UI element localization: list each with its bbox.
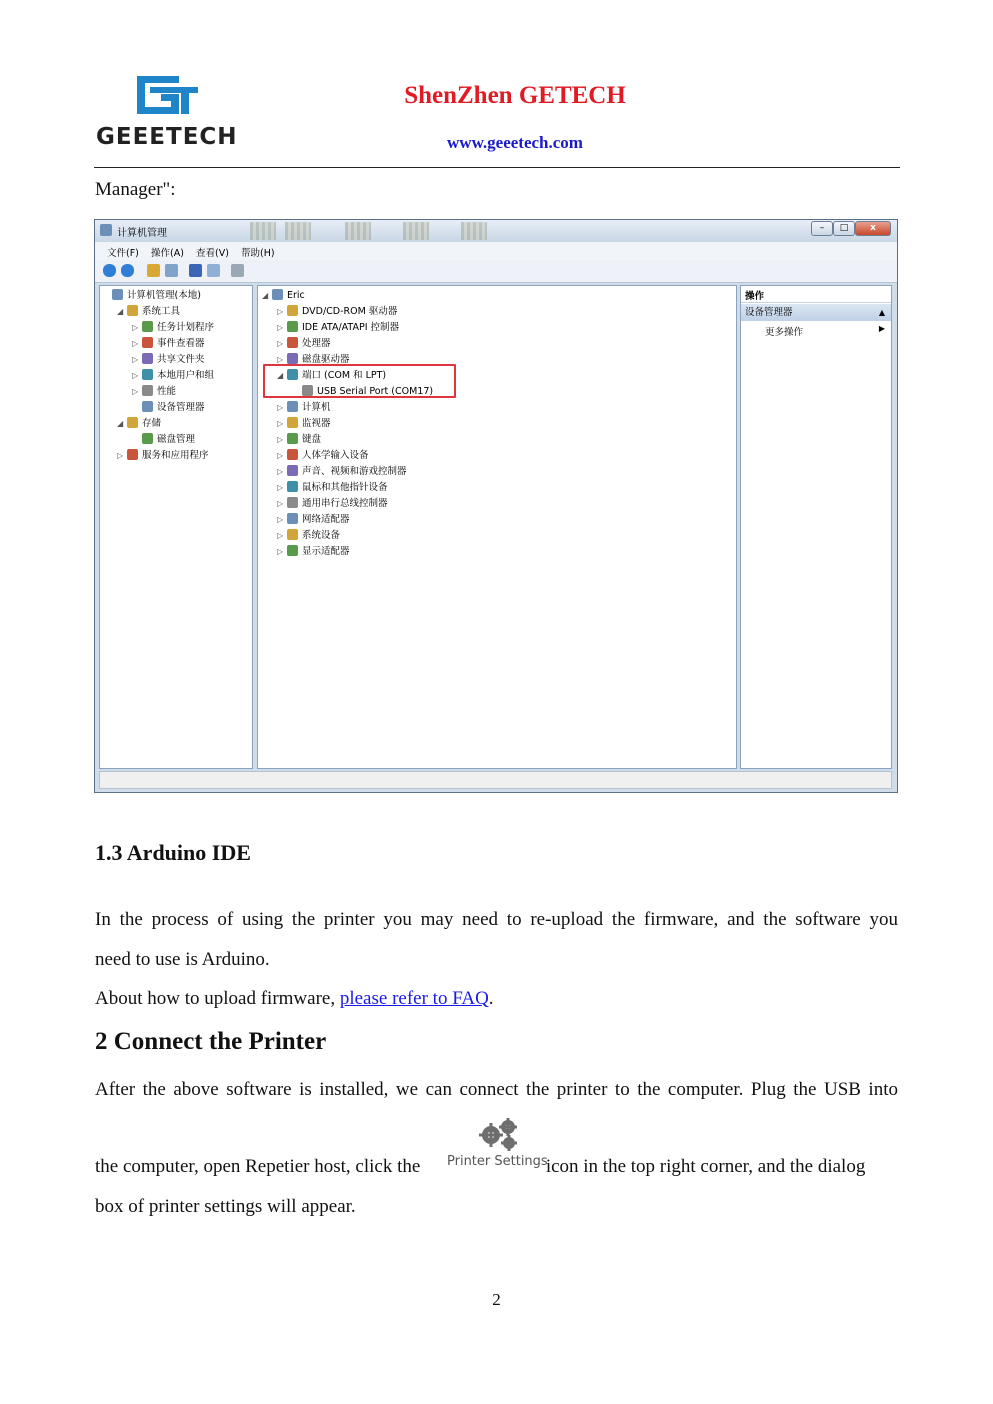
tree-item-label: 设备管理器 — [157, 402, 205, 413]
tree-node-icon — [142, 353, 153, 364]
tree-node-icon — [287, 529, 298, 540]
header-divider — [94, 167, 900, 168]
menu-view[interactable]: 查看(V) — [196, 248, 229, 259]
tree-item[interactable] — [277, 449, 369, 463]
faq-paragraph — [95, 979, 494, 1018]
collapsed-arrow-icon[interactable]: ▷ — [132, 355, 139, 364]
background-blur — [250, 222, 276, 240]
tree-item[interactable] — [277, 497, 388, 511]
instruction-prefix: the computer, open Repetier host, click the — [95, 1156, 421, 1177]
paragraph-line: box of printer settings will appear. — [95, 1196, 356, 1217]
tree-item[interactable] — [132, 385, 176, 399]
collapsed-arrow-icon[interactable]: ▷ — [277, 323, 284, 332]
tree-node-icon — [142, 433, 153, 444]
paragraph-line: In the process of using the printer you may need to re-upload the firmware, and the software you — [95, 909, 898, 930]
background-blur — [345, 222, 371, 240]
page-number: 2 — [492, 1290, 501, 1309]
up-folder-icon[interactable] — [147, 264, 160, 277]
section-heading-arduino-ide: 1.3 Arduino IDE — [95, 840, 251, 865]
tree-item-label: USB Serial Port (COM17) — [317, 386, 434, 397]
actions-header: 操作 — [741, 288, 891, 303]
expanded-arrow-icon[interactable]: ◢ — [117, 307, 124, 316]
tree-item-label: 计算机管理(本地) — [127, 290, 201, 301]
tree-item-label: 声音、视频和游戏控制器 — [302, 466, 407, 477]
tree-item[interactable] — [277, 401, 331, 415]
collapsed-arrow-icon[interactable]: ▷ — [277, 531, 284, 540]
tree-item-label: Eric — [287, 290, 305, 301]
geeetech-logo — [95, 72, 240, 150]
faq-link[interactable]: please refer to FAQ — [339, 988, 489, 1009]
tree-item[interactable] — [132, 433, 195, 447]
faq-prefix: About how to upload firmware, — [95, 988, 340, 1009]
tree-item-label: DVD/CD-ROM 驱动器 — [302, 306, 398, 317]
collapsed-arrow-icon[interactable]: ▷ — [277, 467, 284, 476]
collapsed-arrow-icon[interactable]: ▷ — [117, 451, 124, 460]
actions-device-manager[interactable] — [741, 304, 891, 321]
tree-node-icon — [287, 305, 298, 316]
svg-text:GEEETECH: GEEETECH — [96, 124, 238, 150]
tree-item-label: 服务和应用程序 — [142, 450, 209, 461]
tree-item[interactable] — [277, 545, 350, 559]
tree-item[interactable] — [277, 321, 399, 335]
collapsed-arrow-icon[interactable]: ▷ — [277, 515, 284, 524]
collapsed-arrow-icon[interactable]: ▷ — [277, 435, 284, 444]
tree-item[interactable] — [117, 449, 209, 463]
tree-item-label: 磁盘驱动器 — [302, 354, 350, 365]
highlight-box — [263, 364, 456, 398]
collapsed-arrow-icon[interactable]: ▷ — [132, 339, 139, 348]
section-heading-connect-printer: 2 Connect the Printer — [95, 1028, 327, 1055]
tree-node-icon — [287, 465, 298, 476]
printer-settings-gear-icon — [478, 1117, 522, 1151]
window-titlebar — [95, 220, 897, 242]
company-website: www.geeetech.com — [447, 133, 583, 152]
collapsed-arrow-icon[interactable]: ▷ — [277, 499, 284, 508]
tree-item[interactable] — [277, 305, 397, 319]
tree-node-icon — [287, 321, 298, 332]
faq-suffix: . — [488, 988, 494, 1009]
collapsed-arrow-icon[interactable]: ▷ — [277, 307, 284, 316]
tree-node-icon — [287, 481, 298, 492]
tree-node-icon — [142, 321, 153, 332]
tree-item[interactable] — [132, 337, 205, 351]
tree-item-label: 共享文件夹 — [157, 354, 205, 365]
status-bar — [99, 771, 892, 789]
navigation-tree-pane — [99, 285, 253, 769]
expanded-arrow-icon[interactable]: ◢ — [262, 291, 269, 300]
tree-item[interactable] — [277, 433, 321, 447]
collapsed-arrow-icon[interactable]: ▷ — [277, 339, 284, 348]
tree-node-icon — [127, 417, 138, 428]
tree-item-label: IDE ATA/ATAPI 控制器 — [302, 322, 400, 333]
tree-node-icon — [287, 353, 298, 364]
show-hide-tree-icon[interactable] — [165, 264, 178, 277]
menu-help[interactable]: 帮助(H) — [241, 248, 275, 259]
collapse-arrow-icon[interactable]: ▲ — [878, 308, 885, 317]
collapsed-arrow-icon[interactable]: ▷ — [132, 323, 139, 332]
scan-hardware-icon[interactable] — [231, 264, 244, 277]
tree-item-label: 显示适配器 — [302, 546, 350, 557]
tree-node-icon — [127, 305, 138, 316]
maximize-icon[interactable]: □ — [833, 221, 855, 236]
tree-item[interactable] — [132, 321, 214, 335]
printer-settings-label: Printer Settings — [447, 1154, 548, 1169]
tree-item-label: 监视器 — [302, 418, 331, 429]
tree-item[interactable] — [277, 481, 388, 495]
forward-icon[interactable] — [121, 264, 134, 277]
tree-item[interactable] — [132, 401, 205, 415]
tree-item-label: 端口 (COM 和 LPT) — [302, 370, 387, 381]
tree-item-label: 网络适配器 — [302, 514, 350, 525]
computer-management-icon — [100, 224, 112, 236]
device-tree-pane — [257, 285, 737, 769]
paragraph-line: need to use is Arduino. — [95, 949, 270, 970]
tree-item-label: 磁盘管理 — [157, 434, 196, 445]
tree-item[interactable] — [117, 417, 161, 431]
collapsed-arrow-icon[interactable]: ▷ — [277, 483, 284, 492]
tree-item-label: 通用串行总线控制器 — [302, 498, 388, 509]
instruction-suffix: icon in the top right corner, and the dialog — [545, 1156, 866, 1177]
tree-item-label: 性能 — [157, 386, 177, 397]
menu-bar — [95, 242, 897, 260]
tree-node-icon — [142, 369, 153, 380]
tree-node-icon — [287, 497, 298, 508]
menu-file[interactable]: 文件(F) — [107, 248, 139, 259]
tree-item-label: 系统工具 — [142, 306, 181, 317]
tree-item[interactable] — [262, 289, 305, 303]
expanded-arrow-icon[interactable]: ◢ — [117, 419, 124, 428]
collapsed-arrow-icon[interactable]: ▷ — [277, 355, 284, 364]
back-icon[interactable] — [103, 264, 116, 277]
tree-item[interactable] — [132, 353, 205, 367]
expanded-arrow-icon[interactable]: ◢ — [277, 371, 284, 380]
collapsed-arrow-icon[interactable]: ▷ — [277, 419, 284, 428]
collapsed-arrow-icon[interactable]: ▷ — [132, 371, 139, 380]
toolbar — [95, 260, 897, 283]
menu-action[interactable]: 操作(A) — [151, 248, 184, 259]
computer-management-screenshot — [94, 219, 898, 793]
collapsed-arrow-icon[interactable]: ▷ — [277, 547, 284, 556]
tree-item[interactable] — [277, 465, 407, 479]
tree-item[interactable] — [277, 337, 331, 351]
tree-item[interactable] — [117, 305, 180, 319]
collapsed-arrow-icon[interactable]: ▷ — [277, 451, 284, 460]
caption-buttons — [811, 221, 893, 237]
collapsed-arrow-icon[interactable]: ▷ — [277, 403, 284, 412]
tree-node-icon — [142, 401, 153, 412]
actions-selected-label: 设备管理器 — [745, 307, 793, 318]
tree-node-icon — [112, 289, 123, 300]
tree-item-label: 任务计划程序 — [157, 322, 215, 333]
collapsed-arrow-icon[interactable]: ▷ — [132, 387, 139, 396]
tree-item-label: 处理器 — [302, 338, 331, 349]
tree-item[interactable] — [277, 529, 340, 543]
tree-node-icon — [287, 433, 298, 444]
company-name: ShenZhen GETECH — [404, 82, 626, 109]
tree-item-label: 人体学输入设备 — [302, 450, 369, 461]
tree-item-label: 键盘 — [302, 434, 322, 445]
intro-text: Manager": — [95, 179, 176, 200]
tree-node-icon — [272, 289, 283, 300]
minimize-icon[interactable]: – — [811, 221, 833, 236]
tree-item-label: 事件查看器 — [157, 338, 205, 349]
tree-node-icon — [287, 337, 298, 348]
tree-item-label: 系统设备 — [302, 530, 341, 541]
tree-node-icon — [142, 337, 153, 348]
background-blur — [403, 222, 429, 240]
tree-node-icon — [287, 417, 298, 428]
tree-item[interactable] — [102, 289, 201, 303]
paragraph-line: After the above software is installed, we can connect the printer to the computer. Plug the USB into — [95, 1079, 898, 1100]
tree-node-icon — [142, 385, 153, 396]
tree-node-icon — [287, 449, 298, 460]
more-actions-label: 更多操作 — [765, 327, 804, 338]
more-actions[interactable] — [741, 324, 891, 339]
tree-item-label: 鼠标和其他指针设备 — [302, 482, 388, 493]
actions-pane — [740, 285, 892, 769]
tree-item[interactable] — [132, 369, 214, 383]
tree-node-icon — [287, 545, 298, 556]
tree-item[interactable] — [277, 417, 331, 431]
help-icon[interactable] — [189, 264, 202, 277]
tree-item-label: 计算机 — [302, 402, 331, 413]
background-blur — [461, 222, 487, 240]
tree-item-label: 本地用户和组 — [157, 370, 215, 381]
close-icon[interactable]: x — [855, 221, 891, 236]
tree-item-label: 存储 — [142, 418, 162, 429]
background-blur — [285, 222, 311, 240]
tree-node-icon — [287, 401, 298, 412]
tree-node-icon — [127, 449, 138, 460]
tree-item[interactable] — [277, 513, 350, 527]
properties-icon[interactable] — [207, 264, 220, 277]
submenu-arrow-icon: ▶ — [878, 324, 885, 333]
window-title: 计算机管理 — [117, 228, 167, 239]
tree-node-icon — [287, 513, 298, 524]
